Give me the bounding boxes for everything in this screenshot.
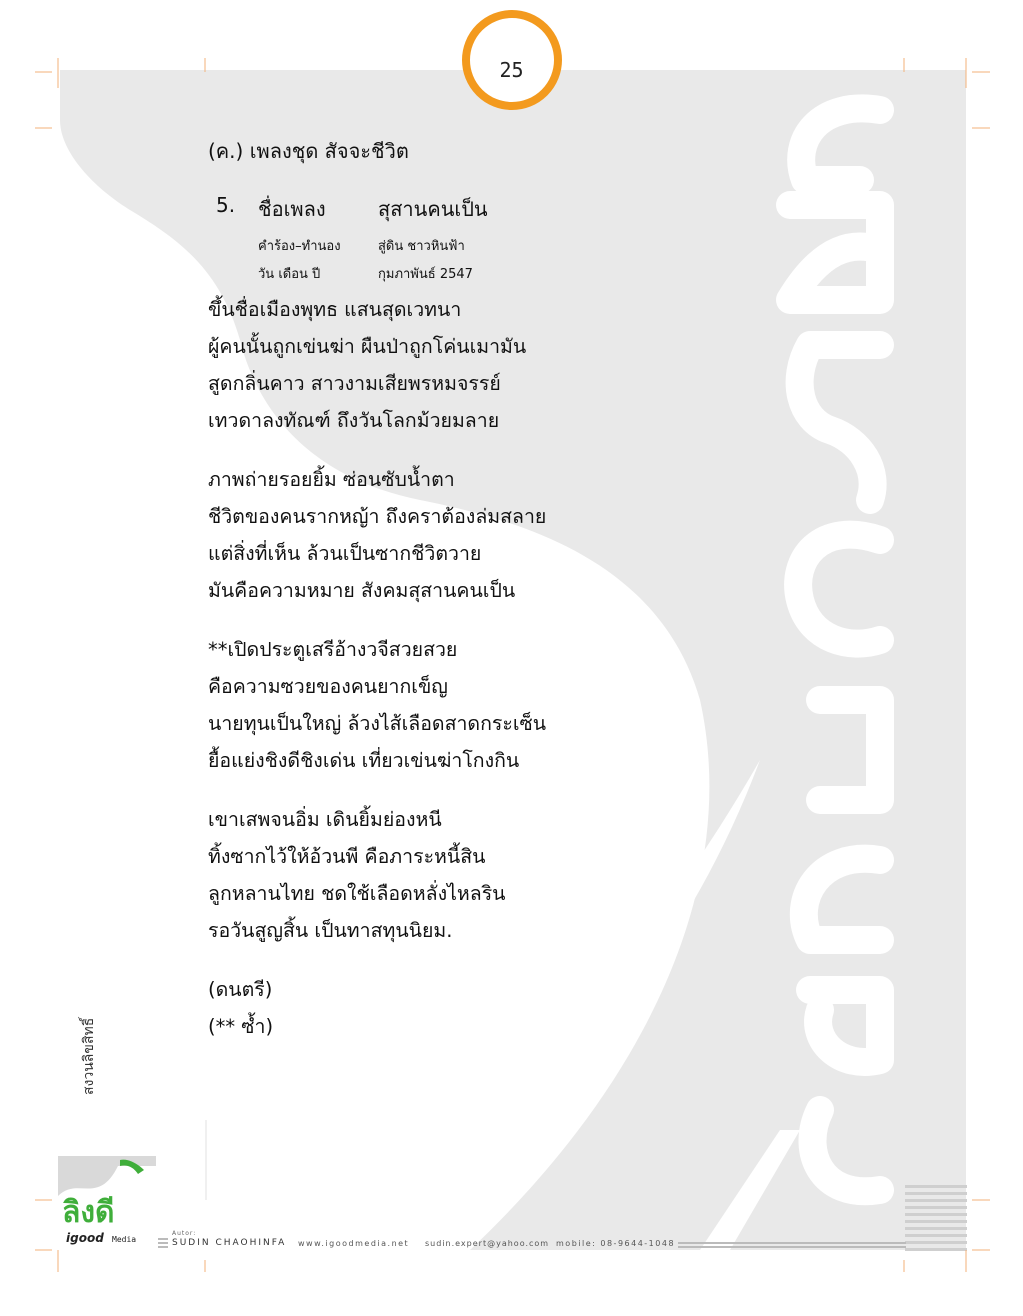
lyric-line: คือความซวยของคนยากเข็ญ	[208, 675, 448, 698]
section-title: (ค.) เพลงชุด สัจจะชีวิต	[208, 139, 409, 163]
song-header	[208, 193, 768, 281]
lyric-line: รอวันสูญสิ้น เป็นทาสทุนนิยม.	[208, 919, 453, 942]
lyric-line: สูดกลิ่นคาว สาวงามเสียพรหมจรรย์	[208, 372, 501, 395]
meta-row-date	[258, 263, 473, 284]
verse-3	[208, 631, 768, 779]
lyric-line: ยื้อแย่งชิงดีชิงเด่น เที่ยวเข่นฆ่าโกงกิน	[208, 749, 520, 772]
meta-value: สู่ดิน ชาวหินฟ้า	[378, 239, 465, 254]
logo-script-text: ลิงดี	[62, 1195, 115, 1230]
footer-autor-label: Autor:	[172, 1230, 197, 1237]
verse-2	[208, 461, 768, 609]
page-number: 25	[499, 58, 524, 82]
lyrics	[208, 291, 768, 1045]
lyric-note: (ดนตรี)	[208, 978, 273, 1001]
lyric-note: (** ซ้ำ)	[208, 1015, 274, 1038]
copyright-vertical-text: สงวนลิขสิทธิ์	[81, 1017, 97, 1095]
lyric-line: ขึ้นชื่อเมืองพุทธ แสนสุดเวทนา	[208, 298, 462, 321]
lyric-line: ผู้คนนั้นถูกเข่นฆ่า ผืนป่าถูกโค่นเมามัน	[208, 335, 527, 358]
lyric-line: ลูกหลานไทย ชดใช้เลือดหลั่งไหลริน	[208, 882, 506, 905]
lyric-line: **เปิดประตูเสรีอ้างวจีสวยสวย	[208, 638, 458, 661]
footer-website: www.igoodmedia.net	[298, 1239, 410, 1248]
logo-brand-text: igood	[66, 1231, 104, 1245]
lyric-line: เทวดาลงทัณฑ์ ถึงวันโลกม้วยมลาย	[208, 409, 500, 432]
meta-row-lyrics	[258, 235, 465, 256]
lyric-line: มันคือความหมาย สังคมสุสานคนเป็น	[208, 579, 516, 602]
footer	[172, 1230, 952, 1254]
logo-media-text: Media	[112, 1235, 137, 1244]
meta-label: วัน เดือน ปี	[258, 267, 321, 282]
lyric-line: ชีวิตของคนรากหญ้า ถึงคราต้องล่มสลาย	[208, 505, 547, 528]
footer-mobile: mobile: 08-9644-1048	[556, 1239, 676, 1248]
igood-media-logo	[58, 1156, 156, 1248]
footer-email: sudin.expert@yahoo.com	[425, 1239, 550, 1248]
song-number: 5.	[216, 193, 236, 217]
verse-notes	[208, 971, 768, 1045]
meta-label: คำร้อง–ทำนอง	[258, 239, 341, 254]
verse-1	[208, 291, 768, 439]
lyric-line: นายทุนเป็นใหญ่ ล้วงไส้เลือดสาดกระเซ็น	[208, 712, 547, 735]
lyric-line: แต่สิ่งที่เห็น ล้วนเป็นซากชีวิตวาย	[208, 542, 482, 565]
footer-author-name: SUDIN CHAOHINFA	[172, 1238, 287, 1248]
song-label: ชื่อเพลง	[258, 197, 326, 221]
song-content	[208, 135, 768, 1067]
lyric-line: เขาเสพจนอิ่ม เดินยิ้มย่องหนี	[208, 808, 442, 831]
lyric-line: ทิ้งซากไว้ให้อ้วนพี คือภาระหนี้สิน	[208, 845, 486, 868]
song-title: สุสานคนเป็น	[378, 197, 488, 221]
meta-value: กุมภาพันธ์ 2547	[378, 267, 473, 282]
lyric-line: ภาพถ่ายรอยยิ้ม ซ่อนซับน้ำตา	[208, 468, 455, 491]
verse-4	[208, 801, 768, 949]
